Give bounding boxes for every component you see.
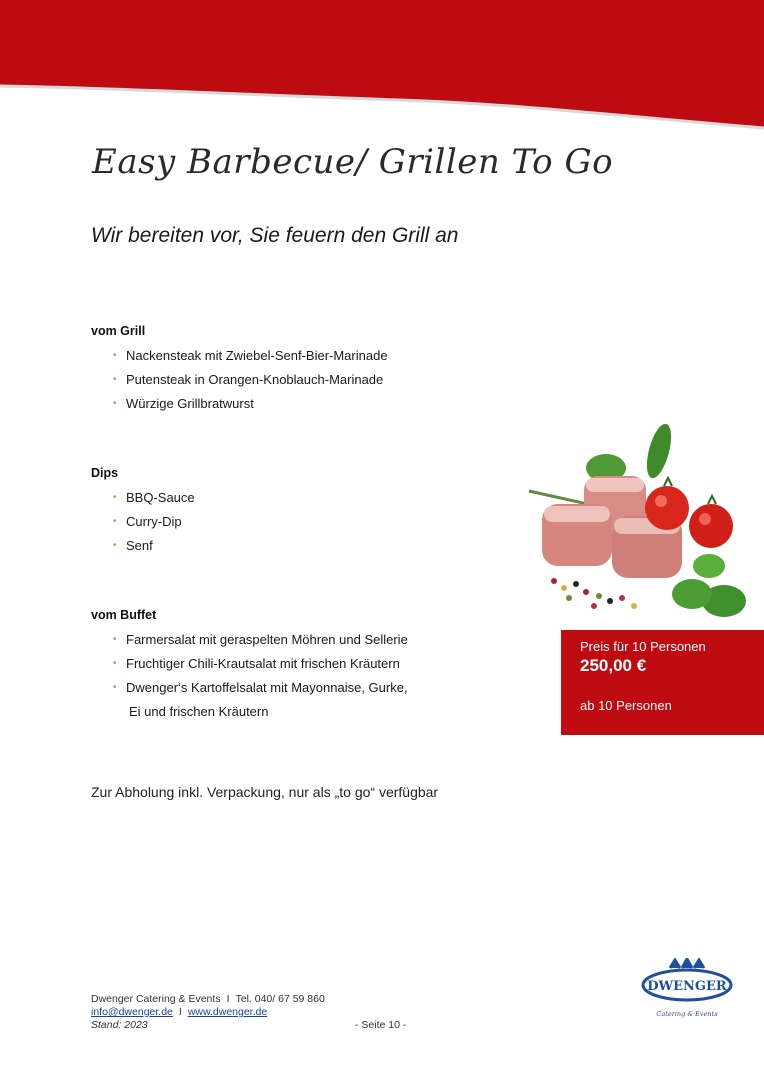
- list-item: • Fruchtiger Chili-Krautsalat mit frischen Kräutern: [113, 652, 408, 676]
- price-label: Preis für 10 Personen: [580, 639, 706, 654]
- page-title: Easy Barbecue/ Grillen To Go: [92, 142, 614, 182]
- item-list: [91, 486, 195, 558]
- bullet-icon: •: [113, 398, 117, 409]
- bullet-icon: •: [113, 682, 117, 693]
- footer-separator: I: [178, 1006, 182, 1018]
- logo-name: DWENGER: [647, 979, 727, 994]
- footer-company: Dwenger Catering & Events: [91, 993, 221, 1005]
- bullet-icon: •: [113, 516, 117, 527]
- section-heading: Dips: [91, 466, 119, 480]
- list-item: • BBQ-Sauce: [113, 486, 195, 510]
- section-dips: [91, 466, 195, 558]
- logo-tagline: Catering & Events: [656, 1010, 718, 1018]
- section-buffet: [91, 608, 408, 724]
- list-item: • Farmersalat mit geraspelten Möhren und Sellerie: [113, 628, 408, 652]
- bullet-icon: •: [113, 492, 117, 503]
- price-value: 250,00 €: [580, 656, 647, 675]
- item-list: [91, 628, 408, 724]
- list-item: • Putensteak in Orangen-Knoblauch-Marinade: [113, 368, 388, 392]
- section-grill: [91, 324, 388, 416]
- bullet-icon: •: [113, 658, 117, 669]
- list-item: • Senf: [113, 534, 195, 558]
- footer-separator: I: [226, 993, 230, 1005]
- list-item: • Dwenger‘s Kartoffelsalat mit Mayonnaise, Gurke, Ei und frischen Kräutern: [113, 676, 408, 724]
- email-link[interactable]: info@dwenger.de: [91, 1006, 173, 1018]
- list-item: • Würzige Grillbratwurst: [113, 392, 388, 416]
- bullet-icon: •: [113, 374, 117, 385]
- footer-stand: Stand: 2023: [91, 1019, 148, 1031]
- section-heading: vom Grill: [91, 324, 146, 338]
- pickup-note: Zur Abholung inkl. Verpackung, nur als „to go“ verfügbar: [91, 784, 439, 800]
- item-list: [91, 344, 388, 416]
- list-item: • Curry-Dip: [113, 510, 195, 534]
- section-heading: vom Buffet: [91, 608, 157, 622]
- list-item: • Nackensteak mit Zwiebel-Senf-Bier-Marinade: [113, 344, 388, 368]
- list-item-continuation: Ei und frischen Kräutern: [129, 704, 269, 719]
- page-number: - Seite 10 -: [355, 1019, 407, 1031]
- bullet-icon: •: [113, 350, 117, 361]
- price-minimum: ab 10 Personen: [580, 698, 672, 713]
- footer-line-1: [91, 993, 325, 1006]
- header-wave: [0, 0, 764, 140]
- price-box: [561, 630, 764, 735]
- footer-line-2: [91, 1006, 325, 1019]
- food-illustration: [524, 416, 764, 626]
- footer-phone: Tel. 040/ 67 59 860: [235, 993, 325, 1005]
- dwenger-logo: [640, 958, 734, 1022]
- bullet-icon: •: [113, 540, 117, 551]
- page-subtitle: Wir bereiten vor, Sie feuern den Grill an: [91, 224, 459, 247]
- footer: [91, 993, 325, 1032]
- website-link[interactable]: www.dwenger.de: [187, 1006, 268, 1018]
- bullet-icon: •: [113, 634, 117, 645]
